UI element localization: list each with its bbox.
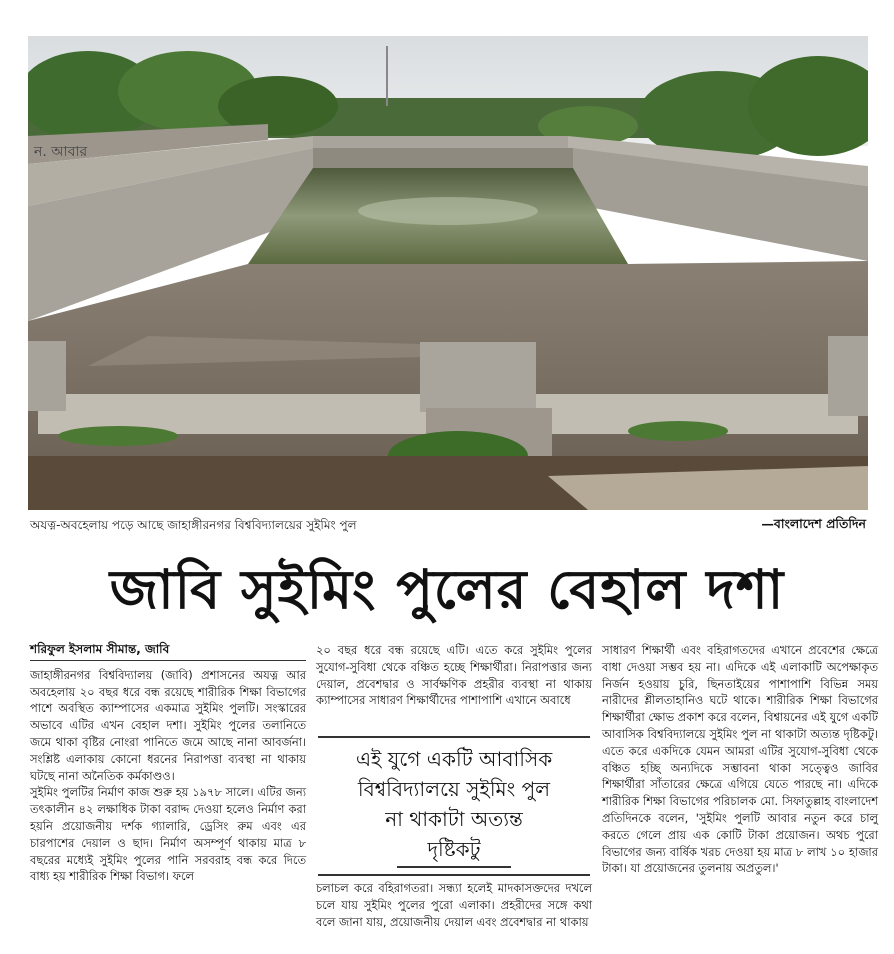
pull-quote <box>318 736 590 876</box>
article-column-1 <box>30 641 306 885</box>
col3-paragraph: সাধারণ শিক্ষার্থী এবং বহিরাগতদের এখানে প্রবেশের ক্ষেত্রে বাধা দেওয়া সম্ভব হয় না। এদিকে এই এলাকাটি অপেক্ষাকৃত নির্জন হওয়ায় চুরি, ছিনতাইয়ের পাশাপাশি বিভিন্ন সময় নারীদের শ্লীলতাহানিও ঘটে থাকে। শারীরিক শিক্ষা বিভাগের শিক্ষার্থীরা ক্ষোভ প্রকাশ করে বলেন, বিশ্বায়নের এই যুগে একটি আবাসিক বিশ্ববিদ্যালয়ে সুইমিং পুল না থাকাটা অত্যন্ত দৃষ্টিকটু। এতে করে একদিকে যেমন আমরা এটির সুযোগ-সুবিধা থেকে বঞ্চিত হচ্ছি অন্যদিকে সম্ভাবনা থাকা সত্ত্বেও জাবির শিক্ষার্থীরা সাঁতারের ক্ষেত্রে এগিয়ে যেতে পারছে না। এদিকে শারীরিক শিক্ষা বিভাগের পরিচালক মো. সিফাতুল্লাহ বাংলাদেশ প্রতিদিনকে বলেন, 'সুইমিং পুলটি আবার নতুন করে চালু করতে গেলে প্রায় এক কোটি টাকা প্রয়োজন। অথচ পুরো বিভাগের জন্য বার্ষিক খরচ দেওয়া হয় মাত্র ৮ লাখ ১০ হাজার টাকা। যা প্রয়োজনের তুলনায় অপ্রতুল।' <box>602 643 878 876</box>
col2-paragraph-bottom: চলাচল করে বহিরাগতরা। সন্ধ্যা হলেই মাদকাসক্তদের দখলে চলে যায় সুইমিং পুলের পুরো এলাকা। প্রহরীদের সঙ্গে কথা বলে জানা যায়, প্রয়োজনীয় দেয়াল এবং প্রবেশদ্বার না থাকায় <box>316 881 592 929</box>
article-column-2-continued <box>316 880 592 930</box>
article-column-2 <box>316 642 592 709</box>
photo-caption: অযত্ন-অবহেলায় পড়ে আছে জাহাঙ্গীরনগর বিশ্ববিদ্যালয়ের সুইমিং পুল <box>30 518 357 532</box>
pull-quote-line-3: না থাকাটা অত্যন্ত <box>385 807 523 831</box>
col1-paragraph-2: সুইমিং পুলটির নির্মাণ কাজ শুরু হয় ১৯৭৮ সালে। এটির জন্য তৎকালীন ৪২ লক্ষাধিক টাকা বরাদ্দ দেওয়া হলেও নির্মাণ করা হয়নি প্রয়োজনীয় দর্শক গ্যালারি, ড্রেসিং রুম এবং এর চারপাশের দেয়াল ও ছাদ। নির্মাণ অসম্পূর্ণ থাকায় মাত্র ৮ বছরের মধ্যেই সুইমিং পুলের পানি সরবরাহ বন্ধ করে দিতে বাধ্য হয় শারীরিক শিক্ষা বিভাগ। ফলে <box>30 785 306 884</box>
swimming-pool-photo <box>28 36 868 510</box>
pull-quote-line-2: বিশ্ববিদ্যালয়ে সুইমিং পুল <box>357 777 551 801</box>
pull-quote-line-4: দৃষ্টিকটু <box>397 834 510 868</box>
wall-graffiti: ন. আবার <box>34 144 88 160</box>
col1-paragraph-1: জাহাঙ্গীরনগর বিশ্ববিদ্যালয় (জাবি) প্রশাসনের অযত্ন আর অবহেলায় ২০ বছর ধরে বন্ধ রয়েছে শারীরিক শিক্ষা বিভাগের পাশে অবস্থিত ক্যাম্পাসের একমাত্র সুইমিং পুলটি। সংস্কারের অভাবে এটির এখন বেহাল দশা। সুইমিং পুলের তলানিতে জমে থাকা বৃষ্টির নোংরা পানিতে জমে আছে নানা আবর্জনা। সংশ্লিষ্ট এলাকায় কোনো ধরনের নিরাপত্তা ব্যবস্থা না থাকায় ঘটছে নানা অনৈতিক কর্মকাণ্ডও। <box>30 667 306 783</box>
top-edge <box>0 0 894 6</box>
article-column-3 <box>602 642 878 877</box>
pull-quote-line-1: এই যুগে একটি আবাসিক <box>355 747 553 771</box>
photo-credit: —বাংলাদেশ প্রতিদিন <box>761 516 866 531</box>
headline: জাবি সুইমিং পুলের বেহাল দশা <box>109 558 785 621</box>
byline: শরিফুল ইসলাম সীমান্ত, জাবি <box>30 641 306 661</box>
col2-paragraph-top: ২০ বছর ধরে বন্ধ রয়েছে এটি। এতে করে সুইমিং পুলের সুযোগ-সুবিধা থেকে বঞ্চিত হচ্ছে শিক্ষার্থীরা। নিরাপত্তার জন্য দেয়াল, প্রবেশদ্বার ও সার্বক্ষণিক প্রহরীর ব্যবস্থা না থাকায় ক্যাম্পাসের সাধারণ শিক্ষার্থীদের পাশাপাশি এখানে অবাধে <box>316 643 592 708</box>
